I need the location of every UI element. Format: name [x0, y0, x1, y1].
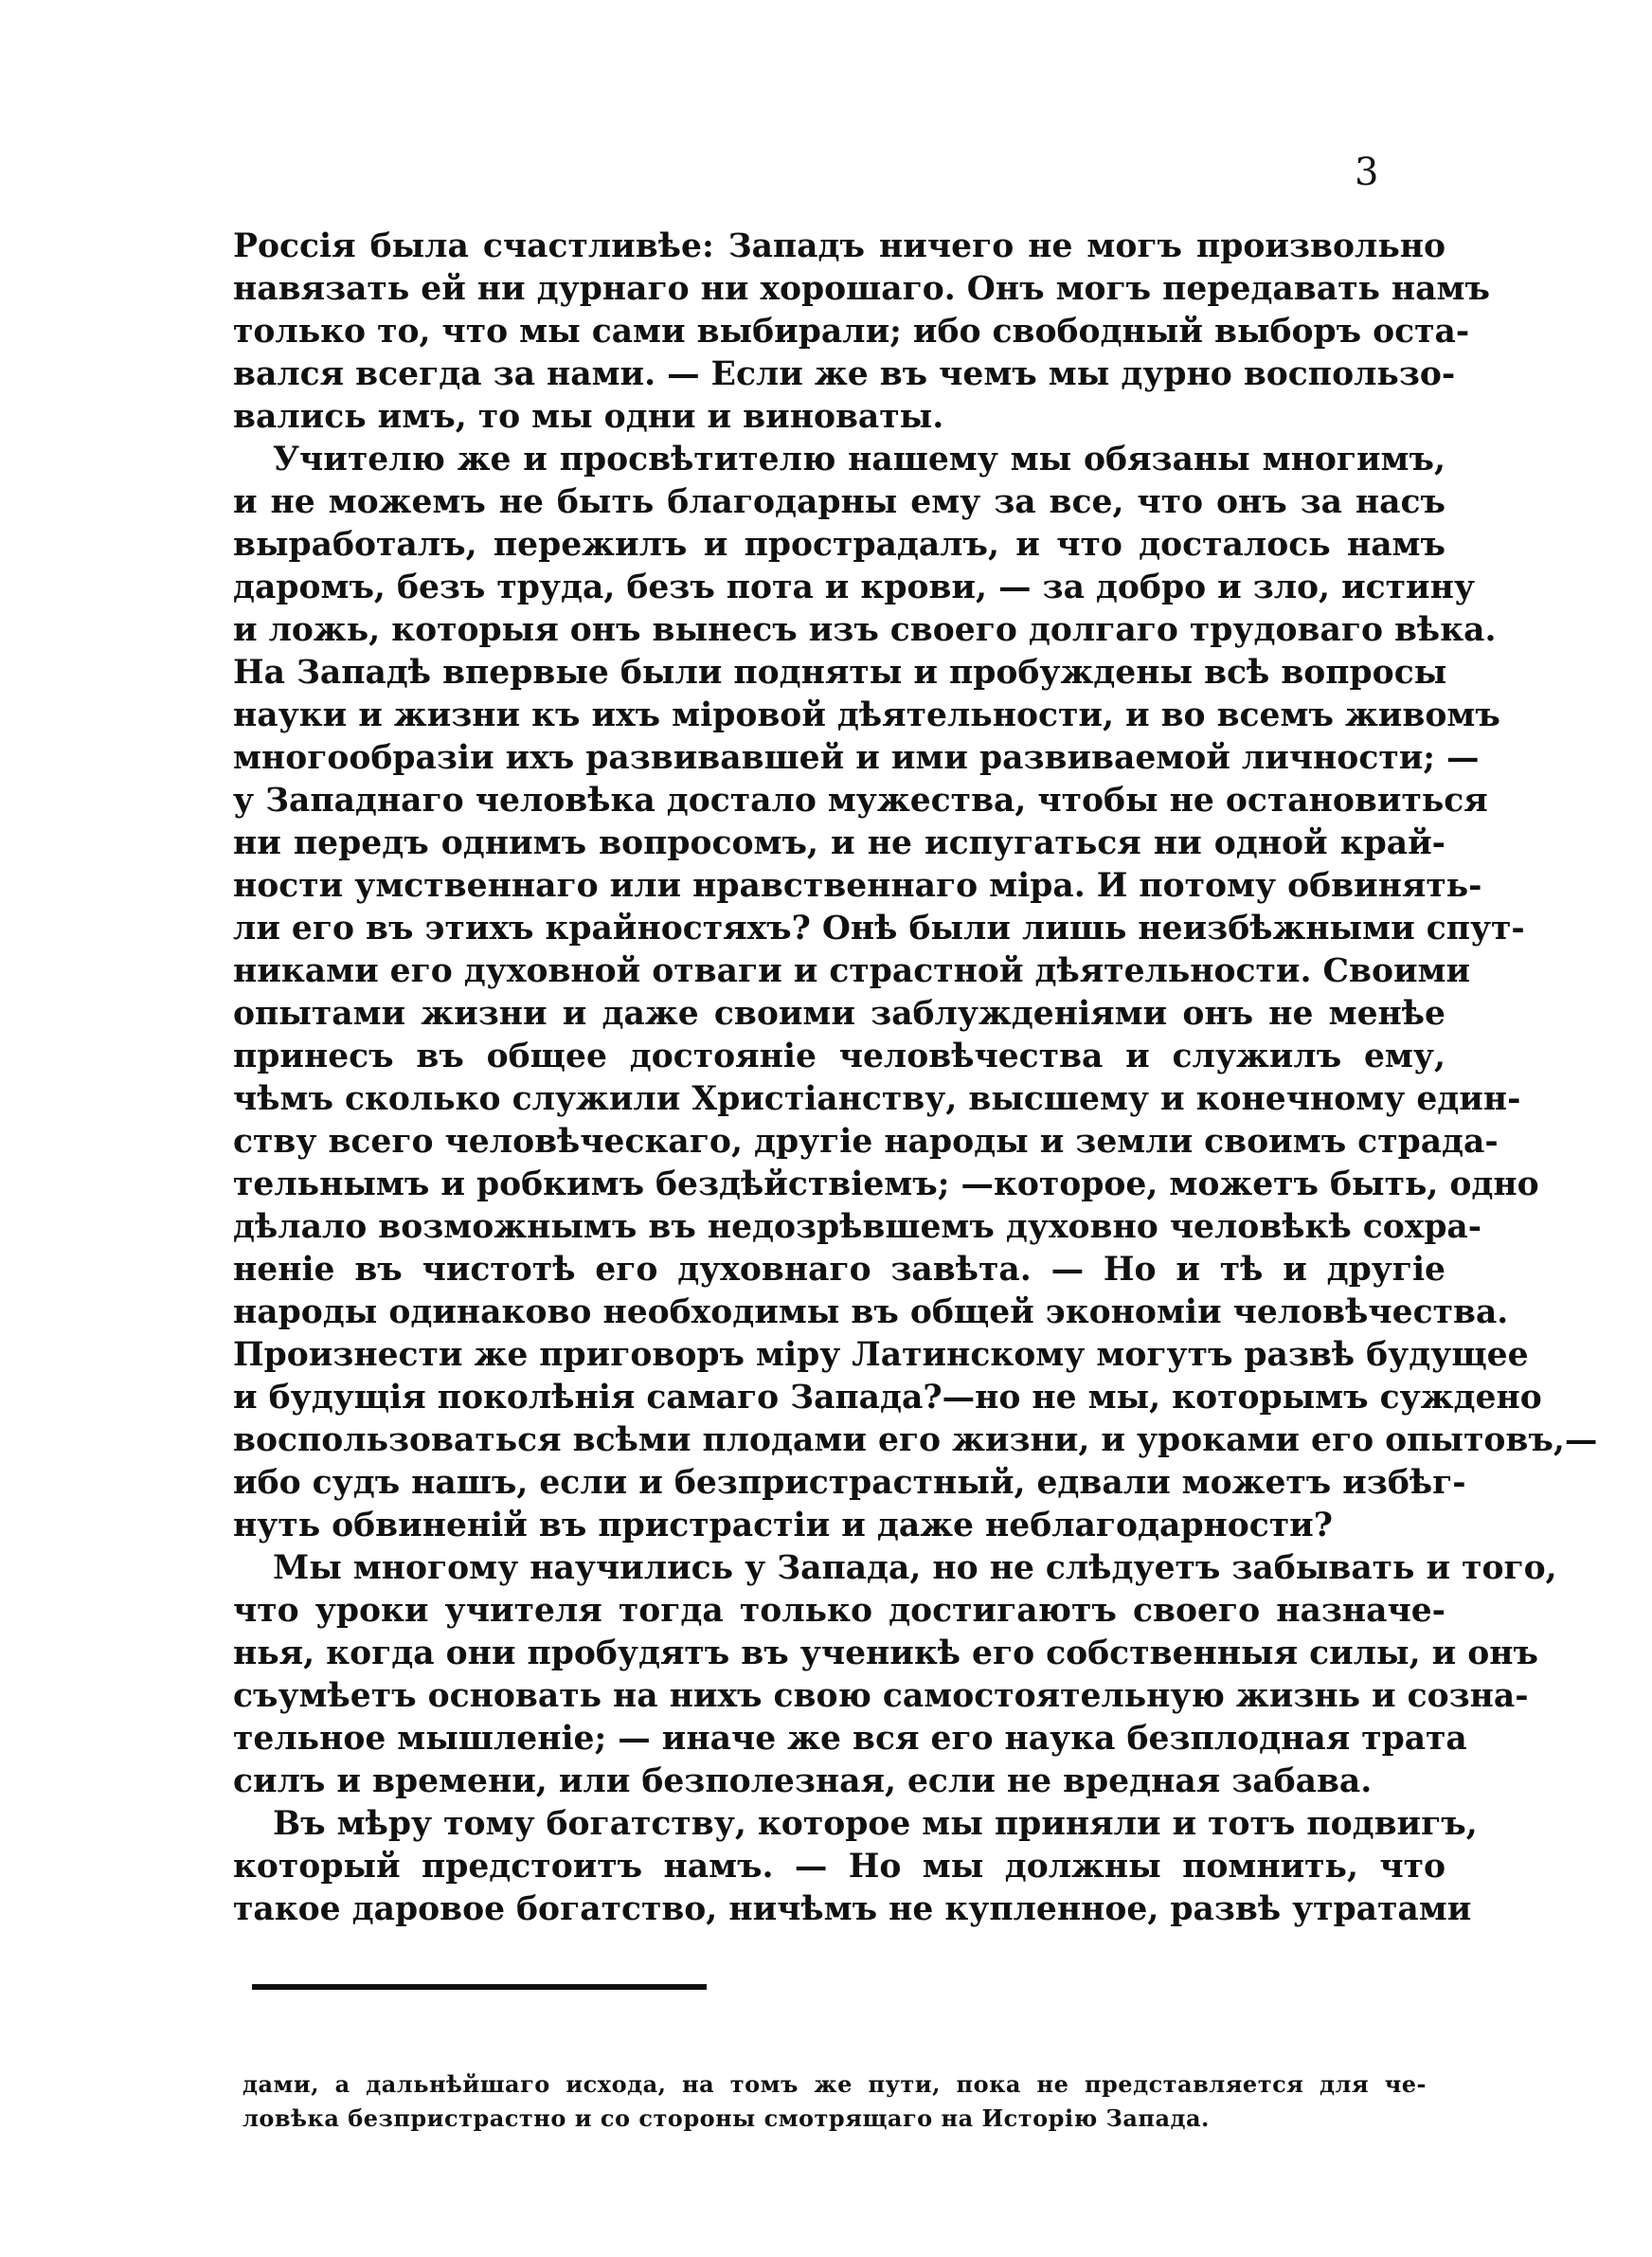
text-line: На Западѣ впервые были подняты и пробуждены всѣ вопросы	[233, 654, 1447, 692]
page-number: 3	[1355, 151, 1379, 194]
text-line: Произнести же приговоръ міру Латинскому могутъ развѣ будущее	[233, 1336, 1529, 1374]
text-line: тельное мышленіе; — иначе же вся его наука безплодная трата	[233, 1720, 1467, 1758]
text-line: нуть обвиненій въ пристрастіи и даже неблагодарности?	[233, 1507, 1333, 1544]
text-line: съумѣетъ основать на нихъ свою самостоятельную жизнь и созна-	[233, 1677, 1529, 1715]
text-line: опытами жизни и даже своими заблужденіями онъ не менѣе	[233, 995, 1446, 1033]
text-line: у Западнаго человѣка достало мужества, чтобы не остановиться	[233, 782, 1488, 820]
text-line: ли его въ этихъ крайностяхъ? Онѣ были лишь неизбѣжными спут-	[233, 910, 1525, 948]
text-line: ни передъ однимъ вопросомъ, и не испугаться ни одной край-	[233, 824, 1446, 862]
text-line: силъ и времени, или безполезная, если не вредная забава.	[233, 1762, 1373, 1800]
text-line: чѣмъ сколько служили Христіанству, высшему и конечному един-	[233, 1080, 1521, 1118]
text-line: и ложь, которыя онъ вынесъ изъ своего долгаго трудоваго вѣка.	[233, 611, 1497, 649]
text-line: и не можемъ не быть благодарны ему за все, что онъ за насъ	[233, 483, 1446, 521]
text-line: никами его духовной отваги и страстной дѣятельности. Своими	[233, 952, 1471, 990]
text-line: дѣлало возможнымъ въ недозрѣвшемъ духовно человѣкѣ сохра-	[233, 1208, 1482, 1246]
text-line: который предстоитъ намъ. — Но мы должны помнить, что	[233, 1848, 1446, 1886]
text-line: только то, что мы сами выбирали; ибо свободный выборъ оста-	[233, 313, 1470, 351]
text-line: принесъ въ общее достояніе человѣчества и служилъ ему,	[233, 1038, 1446, 1075]
text-line: ству всего человѣческаго, другіе народы и земли своимъ страда-	[233, 1123, 1499, 1161]
text-line: Въ мѣру тому богатству, которое мы приняли и тотъ подвигъ,	[273, 1805, 1478, 1843]
footnote-rule	[252, 1984, 707, 1990]
text-line: что уроки учителя тогда только достигаютъ своего назначе-	[233, 1592, 1446, 1630]
text-line: воспользоваться всѣми плодами его жизни, и уроками его опытовъ,—	[233, 1421, 1598, 1459]
text-line: народы одинаково необходимы въ общей экономіи человѣчества.	[233, 1293, 1509, 1331]
text-line: выработалъ, пережилъ и прострадалъ, и что досталось намъ	[233, 526, 1446, 564]
text-line: тельнымъ и робкимъ бездѣйствіемъ; —которое, можетъ быть, одно	[233, 1165, 1539, 1203]
text-line: ности умственнаго или нравственнаго міра. И потому обвинять-	[233, 867, 1482, 905]
text-line: и будущія поколѣнія самаго Запада?—но не мы, которымъ суждено	[233, 1379, 1542, 1417]
footnote	[242, 2067, 1427, 2136]
text-line: многообразіи ихъ развивавшей и ими развиваемой личности; —	[233, 739, 1480, 777]
text-line: навязать ей ни дурнаго ни хорошаго. Онъ могъ передавать намъ	[233, 270, 1490, 308]
text-line: неніе въ чистотѣ его духовнаго завѣта. — Но и тѣ и другіе	[233, 1251, 1446, 1289]
text-line: ибо судъ нашъ, если и безпристрастный, едвали можетъ избѣг-	[233, 1464, 1466, 1502]
body-text	[233, 226, 1598, 1931]
text-line: вались имъ, то мы одни и виноваты.	[233, 398, 944, 436]
text-line: такое даровое богатство, ничѣмъ не купленное, развѣ утратами	[233, 1890, 1472, 1928]
text-line: вался всегда за нами. — Если же въ чемъ мы дурно воспользо-	[233, 355, 1456, 393]
text-line: Россія была счастливѣе: Западъ ничего не могъ произвольно	[233, 227, 1446, 265]
text-line: науки и жизни къ ихъ міровой дѣятельности, и во всемъ живомъ	[233, 696, 1500, 734]
text-line: даромъ, безъ труда, безъ пота и крови, — за добро и зло, истину	[233, 569, 1475, 606]
footnote-line: дами, а дальнѣйшаго исхода, на томъ же пути, пока не представляется для че-	[242, 2070, 1427, 2098]
text-line: нья, когда они пробудятъ въ ученикѣ его собственныя силы, и онъ	[233, 1634, 1538, 1672]
footnote-line: ловѣка безпристрастно и со стороны смотрящаго на Исторію Запада.	[242, 2104, 1210, 2132]
text-line: Учителю же и просвѣтителю нашему мы обязаны многимъ,	[273, 441, 1446, 478]
text-line: Мы многому научились у Запада, но не слѣдуетъ забывать и того,	[273, 1549, 1557, 1587]
